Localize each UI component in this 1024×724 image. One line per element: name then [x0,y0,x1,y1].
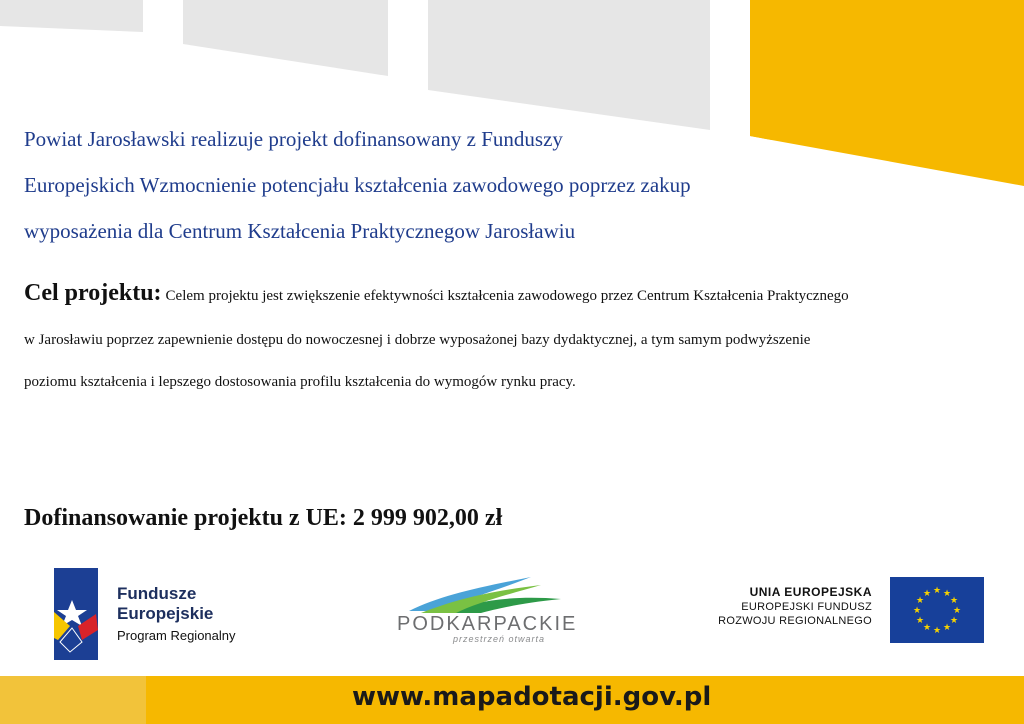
podkarpackie-tagline: przestrzeń otwarta [453,634,546,644]
eu-logo [690,577,990,647]
eu-flag-icon [890,577,984,643]
svg-text:★: ★ [942,623,952,633]
podkarpackie-logo [393,573,583,645]
svg-text:★: ★ [915,616,925,626]
decor-grey-band-3 [428,0,710,130]
header-decoration [0,0,1024,140]
goal-first-line [24,280,1004,306]
svg-text:★: ★ [915,596,925,606]
eu-title: UNIA EUROPEJSKA [749,585,872,599]
svg-text:★: ★ [949,596,959,606]
goal-text: poziomu kształcenia i lepszego dostosowania profilu kształcenia do wymogów rynku pracy. [24,374,576,390]
podkarpackie-waves-icon [401,573,571,615]
svg-text:★: ★ [932,626,942,636]
funding-amount: Dofinansowanie projektu z UE: 2 999 902,00 zł [24,505,503,531]
fundusze-europejskie-logo [52,568,272,660]
svg-text:★: ★ [922,589,932,599]
eu-fund-line2: ROZWOJU REGIONALNEGO [718,615,872,627]
title-line: Europejskich Wzmocnienie potencjału kształcenia zawodowego poprzez zakup [24,173,691,197]
fe-title-line2: Europejskie [117,604,214,623]
project-title [24,126,824,264]
svg-text:★: ★ [932,586,942,596]
svg-text:★: ★ [922,623,932,633]
svg-text:★: ★ [912,606,922,616]
footer-url-link[interactable]: www.mapadotacji.gov.pl [352,682,712,712]
decor-yellow-band [750,0,1024,140]
goal-label: Cel projektu: [24,280,162,306]
decor-grey-band-1 [0,0,143,32]
goal-text: w Jarosławiu poprzez zapewnienie dostępu do nowoczesnej i dobrze wyposażonej bazy dydaktycznej, a tym samym podwyższenie [24,332,811,348]
fundusze-europejskie-emblem-icon [52,568,100,660]
fe-title-line1: Fundusze [117,584,197,603]
decor-grey-band-2 [183,0,388,76]
project-goal [24,280,1004,414]
svg-text:★: ★ [949,616,959,626]
eu-stars-icon [890,577,984,643]
eu-fund-line1: EUROPEJSKI FUNDUSZ [741,601,872,613]
podkarpackie-name: PODKARPACKIE [397,613,578,635]
goal-text: Celem projektu jest zwiększenie efektywności kształcenia zawodowego przez Centrum Kształcenia Praktycznego [165,288,849,304]
title-line: wyposażenia dla Centrum Kształcenia Praktycznegow Jarosławiu [24,219,576,243]
fe-subtitle: Program Regionalny [117,628,236,643]
title-line: Powiat Jarosławski realizuje projekt dofinansowany z Funduszy [24,127,563,151]
svg-text:★: ★ [942,589,952,599]
svg-text:★: ★ [952,606,962,616]
